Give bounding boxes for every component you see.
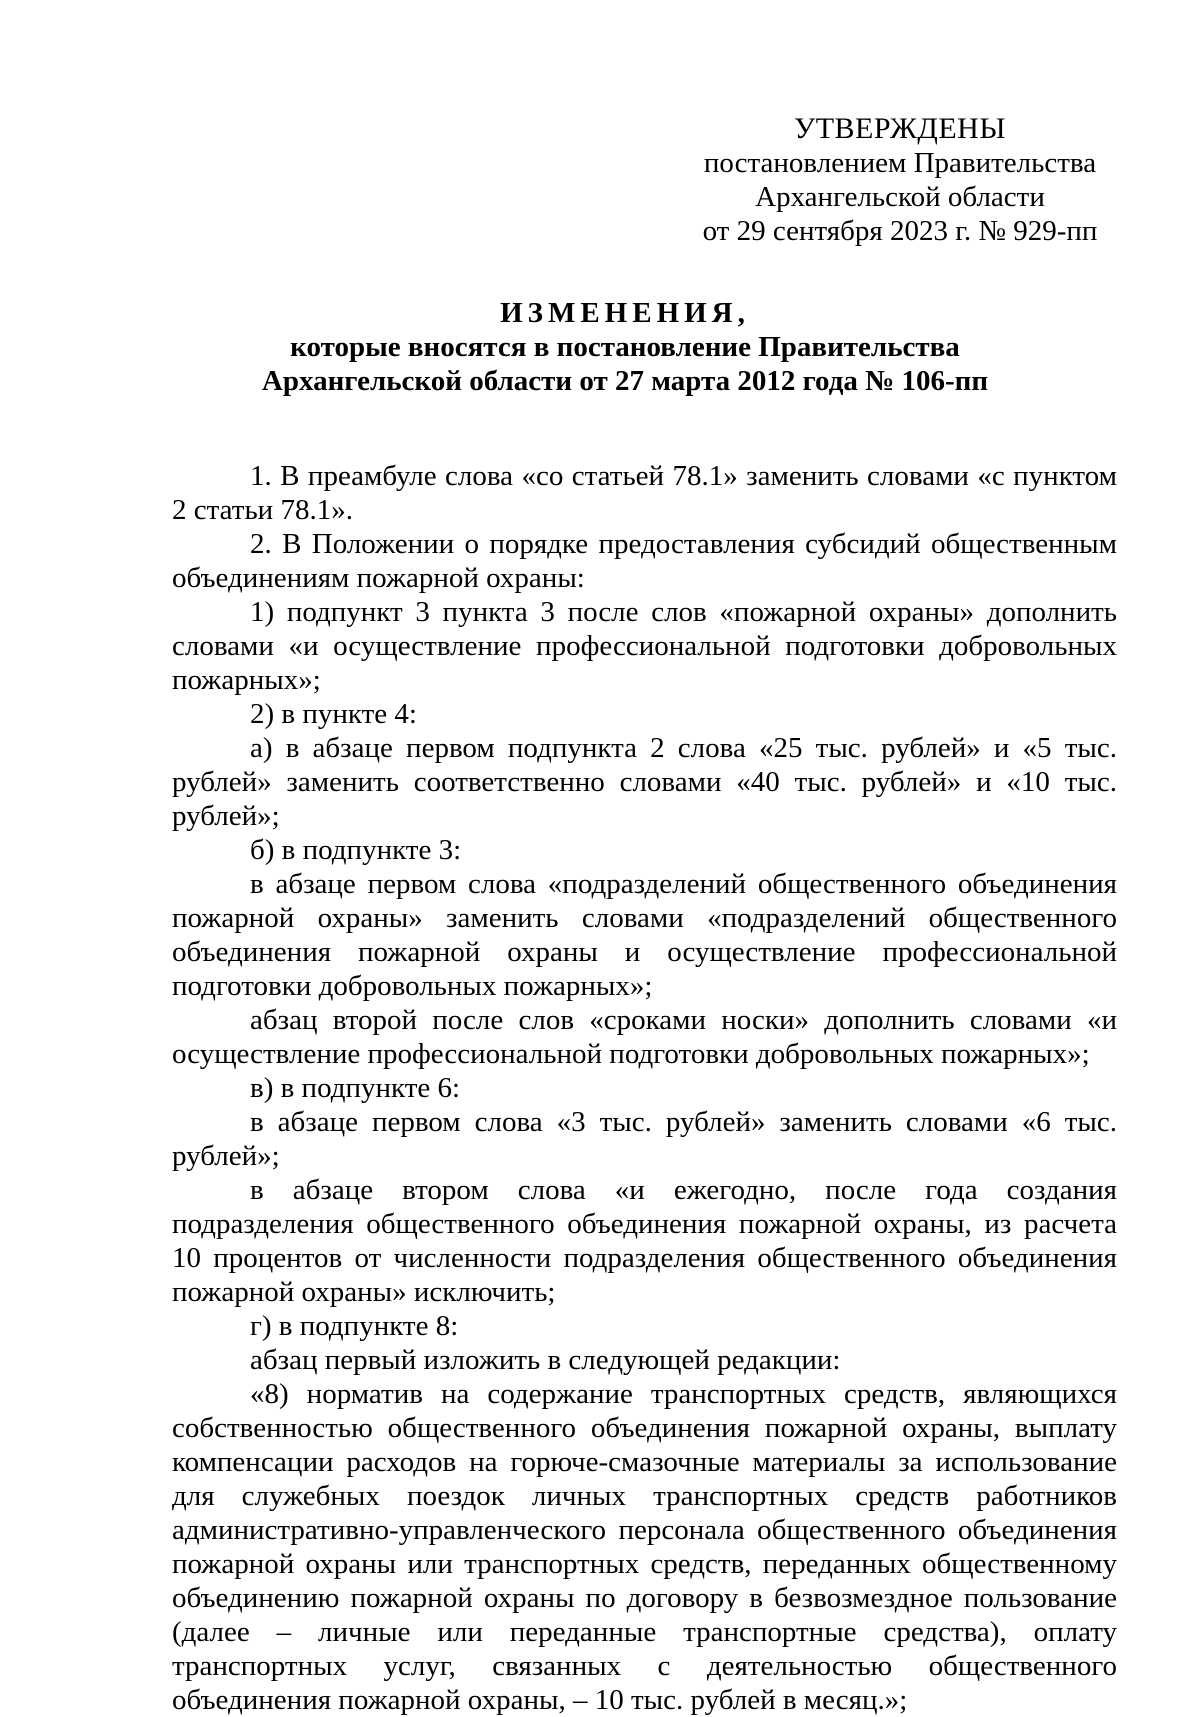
title-line-2: Архангельской области от 27 марта 2012 года № 106-пп [261,365,989,397]
paragraph: в абзаце втором слова «и ежегодно, после года создания подразделения общественного объединения пожарной охраны, из расчета 10 процентов от численности подразделения общественного объединения пожарной охраны» исключить; [172,1174,1117,1308]
paragraph: б) в подпункте 3: [250,834,462,866]
approval-line-1: постановлением Правительства [703,147,1097,179]
paragraph: в абзаце первом слова «3 тыс. рублей» заменить словами «6 тыс. рублей»; [172,1106,1117,1172]
approval-status: УТВЕРЖДЕНЫ [793,112,1007,145]
paragraph: «8) норматив на содержание транспортных средств, являющихся собственностью общественного объединения пожарной охраны, выплату компенсации расходов на горюче-смазочные материалы за использование для служебных поездок личных транспортных средств работников административно-управленческого персонала общественного объединения пожарной охраны или транспортных средств, переданных общественному объединению пожарной охраны по договору в безвозмездное пользование (далее – личные или переданные транспортные средства), оплату транспортных услуг, связанных с деятельностью общественного объединения пожарной охраны, – 10 тыс. рублей в месяц.»; [172,1378,1117,1716]
paragraph: в абзаце первом слова «подразделений общественного объединения пожарной охраны» заменить словами «подразделений общественного объединения пожарной охраны и осуществление профессиональной подготовки добровольных пожарных»; [172,868,1117,1002]
document-title [175,296,1075,398]
title-line-1: которые вносятся в постановление Правительства [290,331,960,363]
paragraph: 1. В преамбуле слова «со статьей 78.1» заменить словами «с пунктом 2 статьи 78.1». [172,460,1117,526]
approval-line-3: от 29 сентября 2023 г. № 929-пп [702,215,1098,247]
paragraph: 1) подпункт 3 пункта 3 после слов «пожарной охраны» дополнить словами «и осуществление профессиональной подготовки добровольных пожарных»; [172,596,1117,696]
paragraph: г) в подпункте 8: [250,1310,459,1342]
paragraph: абзац первый изложить в следующей редакции: [250,1344,841,1376]
approval-block [700,112,1100,248]
title-heading: ИЗМЕНЕНИЯ, [500,297,750,329]
paragraph: абзац второй после слов «сроками носки» дополнить словами «и осуществление профессиональной подготовки добровольных пожарных»; [172,1004,1117,1070]
document-body [172,459,1117,1717]
paragraph: 2) в пункте 4: [250,698,417,730]
paragraph: 2. В Положении о порядке предоставления субсидий общественным объединениям пожарной охраны: [172,528,1117,594]
paragraph: а) в абзаце первом подпункта 2 слова «25 тыс. рублей» и «5 тыс. рублей» заменить соответственно словами «40 тыс. рублей» и «10 тыс. рублей»; [172,732,1117,832]
paragraph: в) в подпункте 6: [250,1072,461,1104]
approval-line-2: Архангельской области [755,181,1045,213]
